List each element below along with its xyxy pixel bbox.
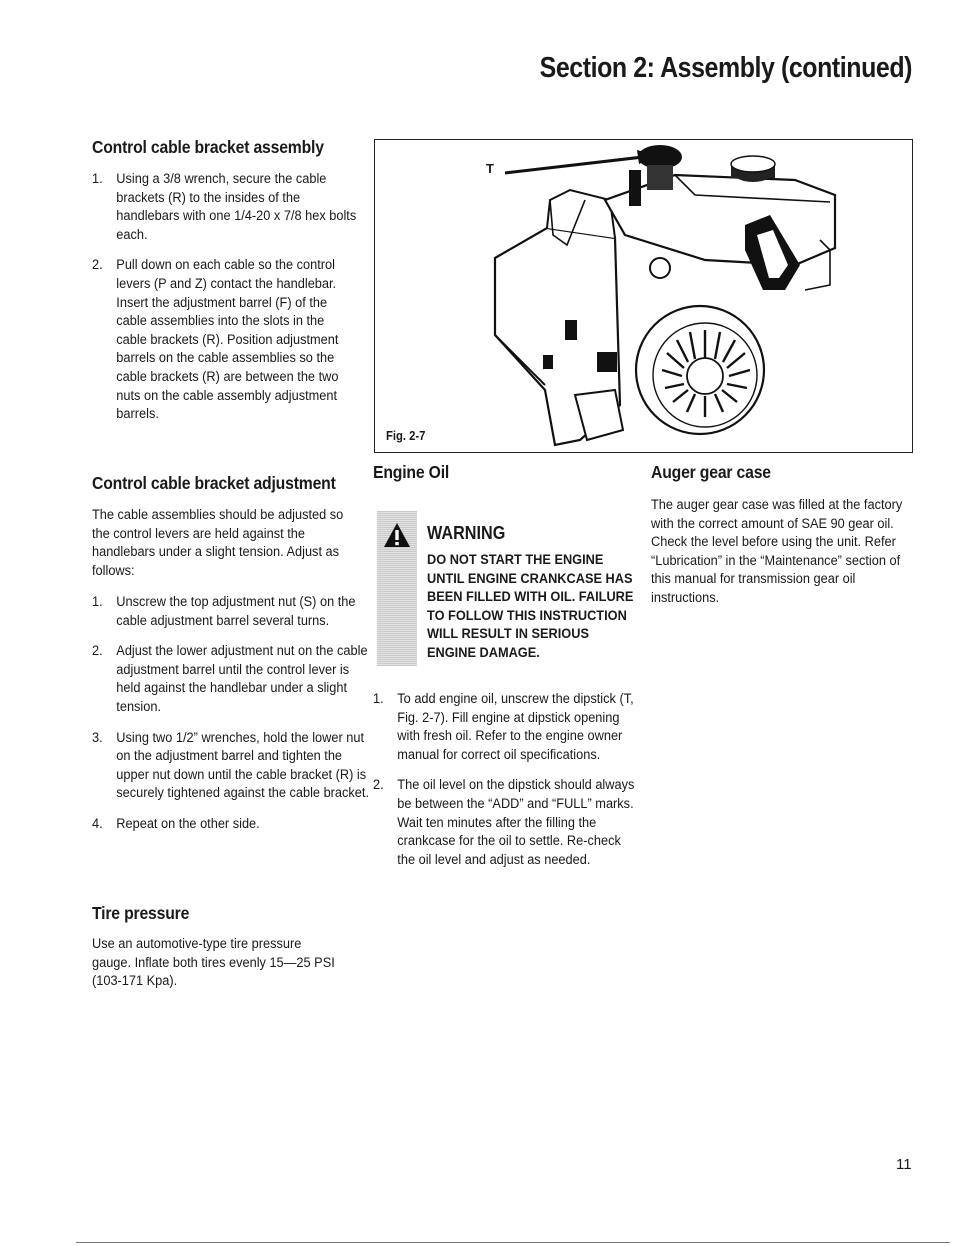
step-text: Using two 1/2” wrenches, hold the lower nut on the adjustment barrel and tighten the upper nut down until the cable bracket (R) is securely tightened against the cable bracket. <box>116 729 370 802</box>
auger-gear-case-text: The auger gear case was filled at the factory with the correct amount of SAE 90 gear oil. Check the level before using the unit. Refer “Lubrication” in the “Maintenance” section of this manual for transmission gear oil instructions. <box>651 497 903 606</box>
heading-auger-gear-case: Auger gear case <box>651 462 771 482</box>
heading-engine-oil: Engine Oil <box>373 462 450 482</box>
figure-frame <box>374 139 913 453</box>
list-item <box>92 593 377 630</box>
adjustment-steps-list <box>92 593 370 834</box>
list-item <box>92 815 368 834</box>
step-number: 1. <box>92 171 103 187</box>
bottom-rule <box>76 1242 950 1243</box>
step-text: Pull down on each cable so the control levers (P and Z) contact the handlebar. Insert the adjustment barrel (F) of the cable assemblies into the slots in the cable brackets (R). Position adjustment barrels on the cable assemblies so the cable brackets (R) are between the two nuts on the cable assembly adjustment barrels. <box>116 257 339 423</box>
step-number: 4. <box>92 815 103 832</box>
callout-t: T <box>486 161 494 176</box>
step-text: Repeat on the other side. <box>116 815 260 832</box>
step-number: 2. <box>92 257 103 274</box>
step-text: Adjust the lower adjustment nut on the cable adjustment barrel until the control lever is held against the handlebar under a slight tension. <box>116 643 368 715</box>
warning-title: WARNING <box>427 523 506 543</box>
step-text: The oil level on the dipstick should always be between the “ADD” and “FULL” marks. Wait ten minutes after the filling the crankcase for the oil to settle. Re-check the oil level and adjust as needed. <box>397 777 635 868</box>
heading-tire-pressure: Tire pressure <box>92 903 190 923</box>
section-title: Section 2: Assembly (continued) <box>539 52 912 84</box>
step-text: Using a 3/8 wrench, secure the cable brackets (R) to the insides of the handlebars with one 1/4-20 x 7/8 hex bolts each. <box>116 171 357 243</box>
warning-text: DO NOT START THE ENGINE UNTIL ENGINE CRANKCASE HAS BEEN FILLED WITH OIL. FAILURE TO FOLLOW THIS INSTRUCTION WILL RESULT IN SERIOUS ENGINE DAMAGE. <box>427 552 634 661</box>
assembly-steps-list <box>92 170 362 424</box>
warning-shaded-bar <box>377 511 417 666</box>
heading-control-cable-bracket-adjustment: Control cable bracket adjustment <box>92 473 336 493</box>
list-item <box>373 690 636 764</box>
list-item <box>92 729 370 803</box>
engine-oil-steps-list <box>373 690 639 869</box>
step-text: To add engine oil, unscrew the dipstick (T, Fig. 2-7). Fill engine at dipstick opening with fresh oil. Refer to the engine owner manual for correct oil specifications. <box>397 691 634 763</box>
step-number: 2. <box>373 777 384 794</box>
step-number: 1. <box>373 691 384 707</box>
adjustment-intro: The cable assemblies should be adjusted so the control levers are held against the handlebars under a slight tension. Adjust as follows: <box>92 507 344 579</box>
figure-label: Fig. 2-7 <box>386 429 426 443</box>
heading-control-cable-bracket-assembly: Control cable bracket assembly <box>92 137 324 157</box>
tire-pressure-text: Use an automotive-type tire pressure gauge. Inflate both tires evenly 15—25 PSI (103-171 Kpa). <box>92 936 335 990</box>
list-item <box>92 256 346 423</box>
list-item <box>92 170 359 244</box>
step-number: 3. <box>92 729 103 746</box>
warning-icon <box>383 522 411 548</box>
list-item <box>92 642 368 716</box>
list-item <box>373 776 642 869</box>
step-number: 1. <box>92 594 103 610</box>
step-number: 2. <box>92 643 103 660</box>
step-text: Unscrew the top adjustment nut (S) on the cable adjustment barrel several turns. <box>116 594 356 629</box>
engine-illustration <box>375 140 912 452</box>
page-number: 11 <box>896 1156 912 1173</box>
